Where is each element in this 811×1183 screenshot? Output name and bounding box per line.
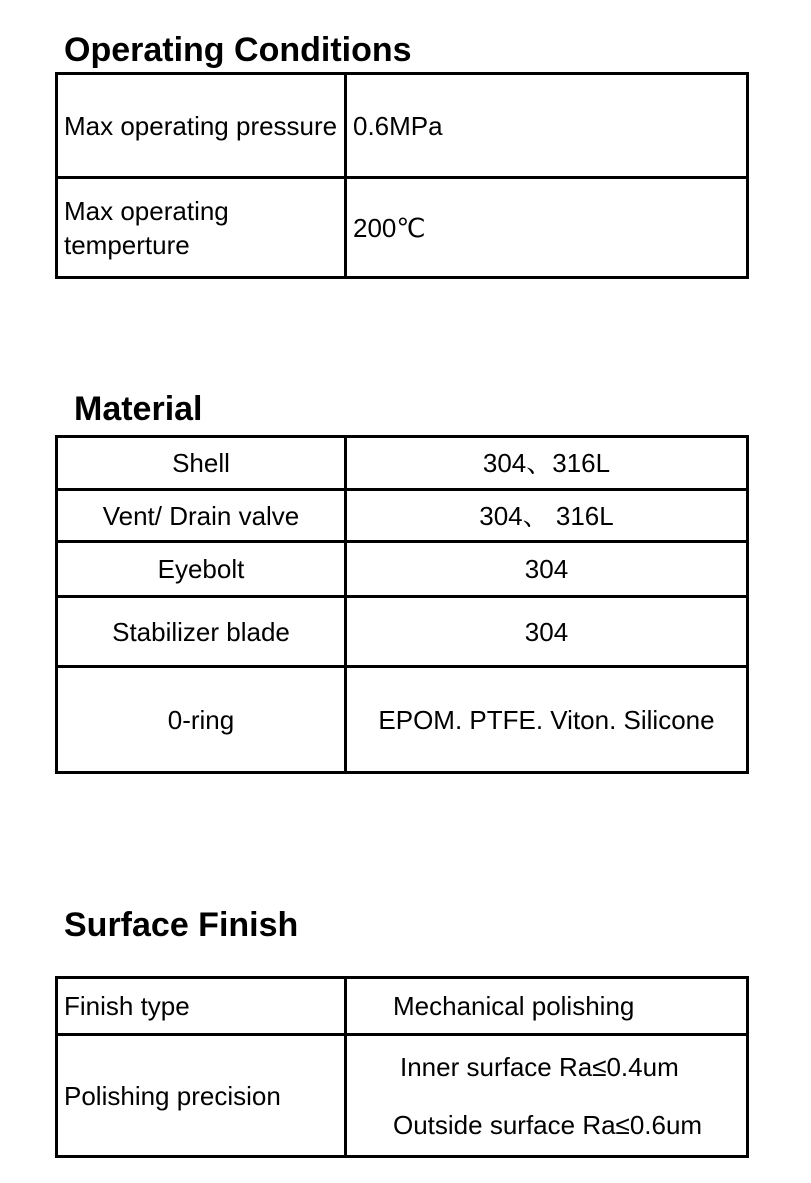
material-heading: Material (74, 390, 203, 428)
table-row (57, 178, 748, 278)
inner-surface-value: Inner surface Ra≤0.4um (400, 1051, 679, 1082)
material-label: Vent/ Drain valve (57, 490, 346, 542)
table-row (57, 542, 748, 597)
material-label: Eyebolt (57, 542, 346, 597)
material-value: 304 (346, 542, 748, 597)
table-row (57, 490, 748, 542)
surface-finish-table (55, 976, 749, 1158)
material-value: 304、 316L (346, 490, 748, 542)
table-row (57, 437, 748, 490)
spec-label: Max operating pressure (57, 74, 346, 178)
table-row (57, 978, 748, 1035)
material-label: Shell (57, 437, 346, 490)
operating-conditions-heading: Operating Conditions (64, 31, 412, 69)
finish-label: Finish type (57, 978, 346, 1035)
material-value: 304 (346, 597, 748, 667)
table-row (57, 74, 748, 178)
finish-label: Polishing precision (57, 1035, 346, 1157)
material-label: 0-ring (57, 667, 346, 773)
surface-finish-heading: Surface Finish (64, 906, 299, 944)
outside-surface-value: Outside surface Ra≤0.6um (393, 1109, 703, 1140)
material-label: Stabilizer blade (57, 597, 346, 667)
spec-value: 200℃ (346, 178, 748, 278)
finish-values (346, 1035, 748, 1157)
finish-value: Mechanical polishing (346, 978, 748, 1035)
material-value: 304、316L (346, 437, 748, 490)
table-row (57, 597, 748, 667)
table-row (57, 667, 748, 773)
material-value: EPOM. PTFE. Viton. Silicone (346, 667, 748, 773)
table-row (57, 1035, 748, 1157)
spec-label: Max operating temperture (57, 178, 346, 278)
material-table (55, 435, 749, 774)
operating-conditions-table (55, 72, 749, 279)
spec-value: 0.6MPa (346, 74, 748, 178)
